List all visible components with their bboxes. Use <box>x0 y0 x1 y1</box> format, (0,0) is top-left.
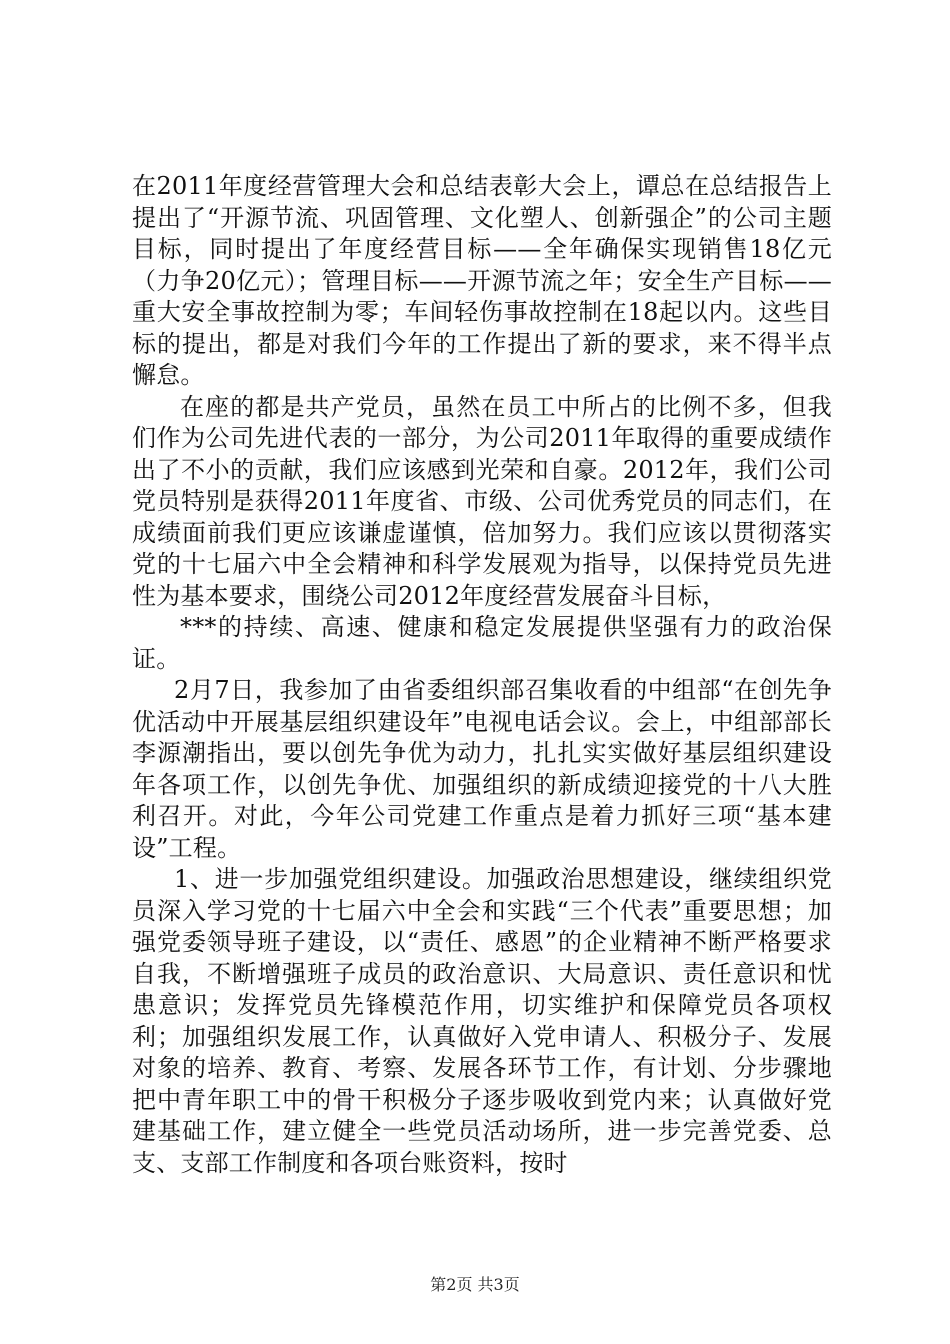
paragraph-party-organization: 1、进一步加强党组织建设。加强政治思想建设，继续组织党员深入学习党的十七届六中全会和实践“三个代表”重要思想；加强党委领导班子建设，以“责任、感恩”的企业精神不断严格要求自我，不断增强班子成员的政治意识、大局意识、责任意识和忧患意识；发挥党员先锋模范作用，切实维护和保障党员各项权利；加强组织发展工作，认真做好入党申请人、积极分子、发展对象的培养、教育、考察、发展各环节工作，有计划、分步骤地把中青年职工中的骨干积极分子逐步吸收到党内来；认真做好党建基础工作，建立健全一些党员活动场所，进一步完善党委、总支、支部工作制度和各项台账资料，按时 <box>132 865 832 1177</box>
paragraph-party-members: 在座的都是共产党员，虽然在员工中所占的比例不多，但我们作为公司先进代表的一部分，为公司2011年取得的重要成绩作出了不小的贡献，我们应该感到光荣和自豪。2012年，我们公司党员特别是获得2011年度省、市级、公司优秀党员的同志们，在成绩面前我们更应该谦虚谨慎，倍加努力。我们应该以贯彻落实党的十七届六中全会精神和科学发展观为指导，以保持党员先进性为基本要求，围绕公司2012年度经营发展奋斗目标， <box>132 392 832 610</box>
paragraph-business-goals: 在2011年度经营管理大会和总结表彰大会上，谭总在总结报告上提出了“开源节流、巩固管理、文化塑人、创新强企”的公司主题目标，同时提出了年度经营目标——全年确保实现销售18亿元（力争20亿元）；管理目标——开源节流之年；安全生产目标——重大安全事故控制为零；车间轻伤事故控制在18起以内。这些目标的提出，都是对我们今年的工作提出了新的要求，来不得半点懈怠。 <box>132 172 832 389</box>
paragraph-video-conference: 2月7日，我参加了由省委组织部召集收看的中组部“在创先争优活动中开展基层组织建设年”电视电话会议。会上，中组部部长李源潮指出，要以创先争优为动力，扎扎实实做好基层组织建设年各项工作，以创先争优、加强组织的新成绩迎接党的十八大胜利召开。对此，今年公司党建工作重点是着力抓好三项“基本建设”工程。 <box>132 676 832 862</box>
document-body <box>132 171 832 1179</box>
paragraph-political-guarantee: ***的持续、高速、健康和稳定发展提供坚强有力的政治保证。 <box>132 613 832 673</box>
page-number-footer: 第2页 共3页 <box>430 1275 520 1294</box>
